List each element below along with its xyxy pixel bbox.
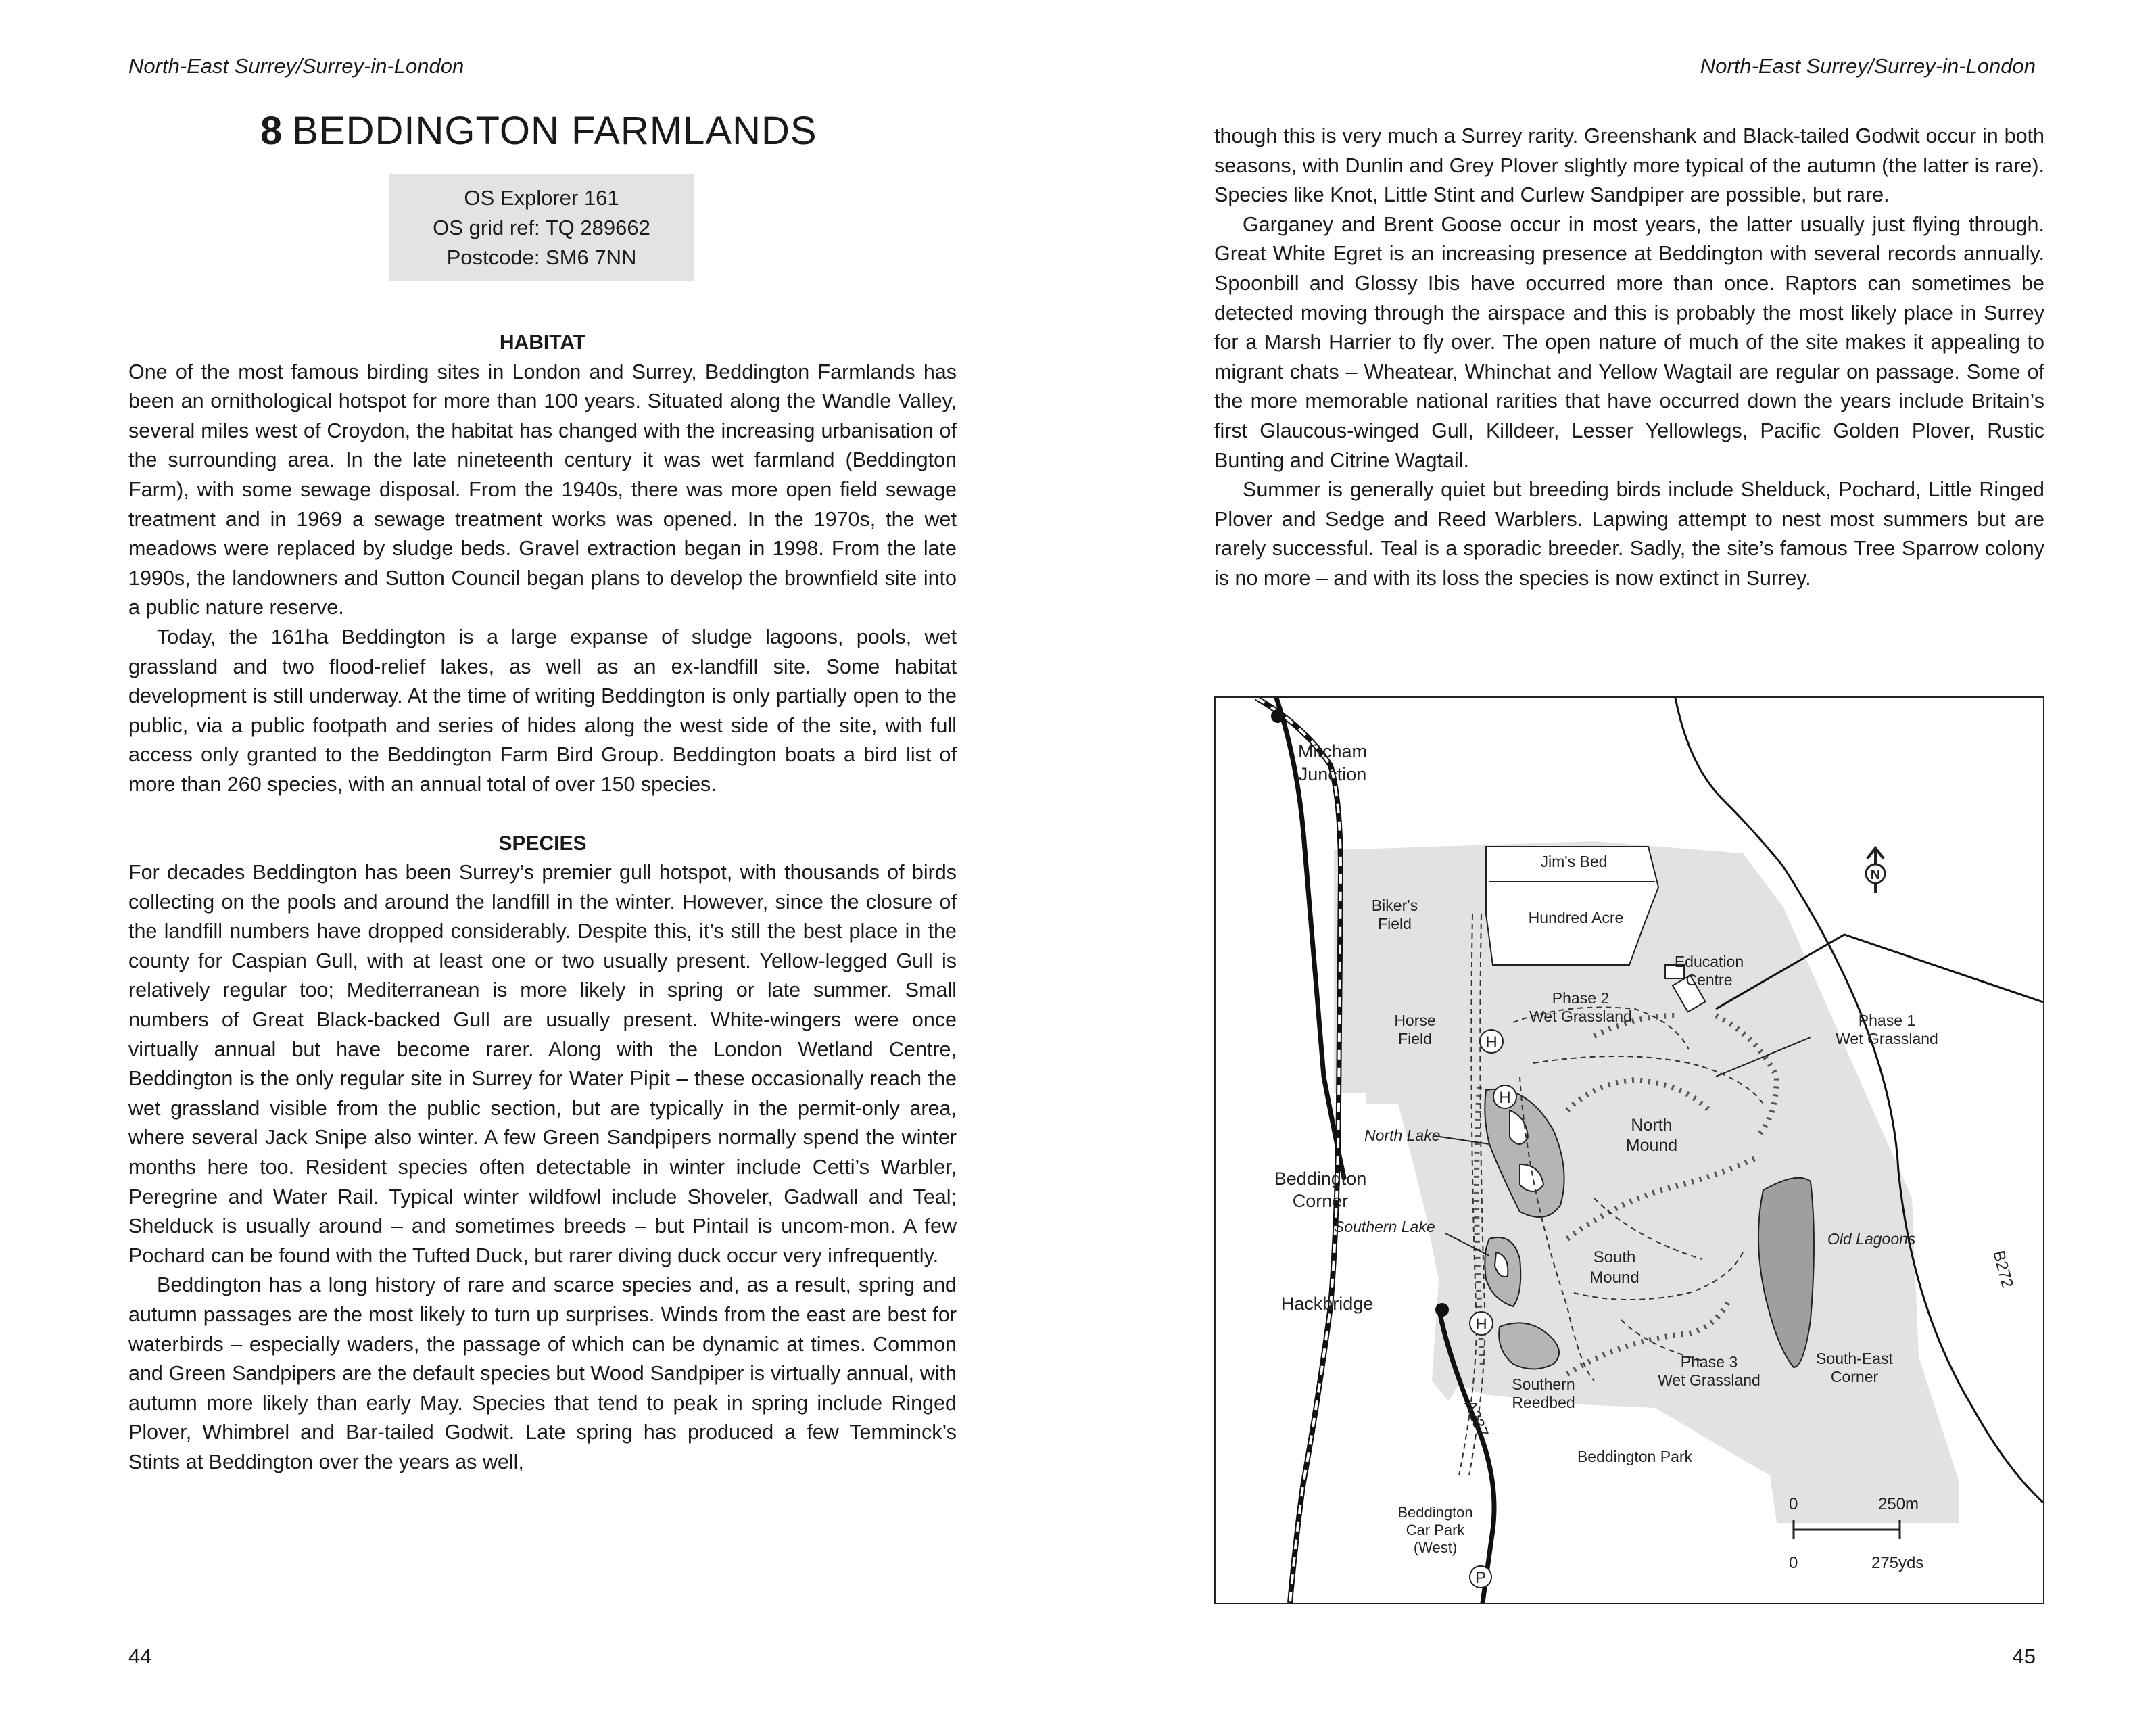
label-old-lagoons: Old Lagoons [1827, 1230, 1916, 1248]
label-field: Field [1398, 1030, 1432, 1047]
label-car-park: Beddington [1397, 1504, 1473, 1521]
left-text-column [128, 328, 957, 1478]
svg-text:N: N [1870, 868, 1881, 882]
label-corner: Corner [1830, 1368, 1879, 1386]
label-beddington-park: Beddington Park [1577, 1448, 1693, 1465]
north-arrow-icon [1866, 848, 1885, 893]
species-paragraph: though this is very much a Surrey rarity. Greenshank and Black-tailed Godwit occur in both seasons, with Dunlin and Grey Plover slightly more typical of the autumn (the latter is rare). Species like Knot, Little Stint and Curlew Sandpiper are possible, but rare. [1214, 124, 2044, 207]
running-head: North-East Surrey/Surrey-in-London [128, 54, 464, 78]
farmland-area [1334, 841, 1959, 1523]
label-mound: Mound [1589, 1269, 1639, 1287]
running-head: North-East Surrey/Surrey-in-London [1700, 54, 2036, 78]
map-reference-box [389, 174, 694, 281]
label-hackbridge: Hackbridge [1280, 1294, 1374, 1314]
label-phase-3: Phase 3 [1680, 1353, 1738, 1371]
label-wet-grassland: Wet Grassland [1836, 1030, 1938, 1047]
species-heading: SPECIES [498, 832, 587, 855]
hackbridge-station [1435, 1303, 1449, 1317]
label-wet-grassland: Wet Grassland [1658, 1371, 1760, 1389]
label-bikers: Biker's [1371, 897, 1418, 914]
label-mound: Mound [1625, 1136, 1678, 1155]
label-north-lake: North Lake [1364, 1127, 1441, 1144]
postcode: Postcode: SM6 7NN [446, 245, 637, 269]
hide-icon [1493, 1085, 1516, 1108]
svg-text:0: 0 [1789, 1495, 1798, 1513]
species-paragraph: Beddington has a long history of rare and scarce species and, as a result, spring and autumn passages are the most likely to turn up surprises. Winds from the east are best for waterbirds – especially waders, the passage of which can be dynamic at times. Common and Green Sandpipers are the default species but Wood Sandpiper is virtually annual, with autumn more likely than early May. Species that tend to peak in spring include Ringed Plover, Whimbrel and Bar-tailed Godwit. Late spring has produced a few Temminck’s Stints at Beddington over the years as well, [128, 1273, 957, 1473]
svg-text:H: H [1499, 1089, 1511, 1107]
site-number: 8 [260, 109, 283, 153]
os-explorer: OS Explorer 161 [464, 186, 619, 210]
svg-text:275yds: 275yds [1871, 1554, 1924, 1572]
species-paragraph: For decades Beddington has been Surrey’s premier gull hotspot, with thousands of birds collecting on the pools and around the landfill in the winter. However, since the closure of the landfill numbers have dropped considerably. Despite this, it’s still the best place in the county for Caspian Gull, with at least one or two usually present. Yellow-legged Gull is relatively regular too; Mediterranean is more likely in spring or late summer. Small numbers of Great Black-backed Gull are usually present. White-wingers were once virtually annual but have become rarer. Along with the London Wetland Centre, Beddington is the only regular site in Surrey for Water Pipit – these occasionally reach the wet grassland visible from the public section, but are typically in the permit-only area, where several Jack Snipe also winter. A few Green Sandpipers normally spend the winter months here too. Resident species often detectable in winter include Cetti’s Warbler, Peregrine and Water Rail. Typical winter wildfowl include Shoveler, Gadwall and Teal; Shelduck is usually around – and sometimes breeds – but Pintail is uncom-mon. A few Pochard can be found with the Tufted Duck, but rarer diving duck occur very infrequently. [128, 861, 957, 1267]
label-junction: Junction [1298, 764, 1367, 784]
site-title [260, 107, 817, 156]
species-paragraph: Garganey and Brent Goose occur in most years, the latter usually just flying through. Great White Egret is an increasing presence at Beddington with several records annually. Spoonbill and Glossy Ibis have occurred more than once. Raptors can sometimes be detected moving through the airspace and this is probably the most likely place in Surrey for a Marsh Harrier to fly over. The open nature of much of the site makes it appealing to migrant chats – Wheatear, Whinchat and Yellow Wagtail are regular on passage. Some of the more memorable national rarities that have occurred down the years include Britain’s first Glaucous-winged Gull, Killdeer, Lesser Yellowlegs, Pacific Golden Plover, Rustic Bunting and Citrine Wagtail. [1214, 212, 2044, 472]
habitat-paragraph: One of the most famous birding sites in London and Surrey, Beddington Farmlands has been an ornithological hotspot for more than 100 years. Situated along the Wandle Valley, several miles west of Croydon, the habitat has changed with the increasing urbanisation of the surrounding area. In the late nineteenth century it was wet farmland (Beddington Farm), with some sewage disposal. From the 1940s, there was more open field sewage treatment and in 1969 a sewage treatment works was opened. In the 1970s, the wet meadows were replaced by sludge beds. Gravel extraction began in 1998. From the late 1990s, the landowners and Sutton Council began plans to develop the brownfield site into a public nature reserve. [128, 360, 957, 619]
label-south-east: South-East [1816, 1350, 1893, 1367]
svg-text:P: P [1475, 1569, 1487, 1587]
label-education: Education [1674, 953, 1744, 970]
site-map [1214, 696, 2044, 1604]
label-horse: Horse [1394, 1012, 1436, 1029]
site-title-text: BEDDINGTON FARMLANDS [292, 109, 817, 153]
label-a237: A237 [1460, 1398, 1492, 1440]
label-field: Field [1378, 915, 1412, 932]
mitcham-junction-station [1271, 709, 1285, 723]
label-phase-2: Phase 2 [1552, 989, 1610, 1007]
label-centre: Centre [1685, 971, 1733, 989]
label-corner: Corner [1292, 1191, 1349, 1211]
hide-icon [1480, 1030, 1503, 1053]
hide-icon [1470, 1312, 1493, 1335]
label-southern: Southern [1512, 1375, 1575, 1393]
page-number: 45 [2012, 1645, 2036, 1668]
page-number: 44 [128, 1645, 152, 1668]
label-reedbed: Reedbed [1512, 1394, 1575, 1411]
railway [1256, 698, 1341, 1603]
svg-text:H: H [1475, 1315, 1487, 1333]
right-page [1078, 0, 2156, 1725]
label-car-park: (West) [1413, 1539, 1458, 1556]
right-text-column [1214, 122, 2044, 594]
label-phase-1: Phase 1 [1858, 1012, 1916, 1029]
label-south: South [1593, 1248, 1636, 1267]
label-beddington: Beddington [1274, 1168, 1367, 1189]
grid-ref: OS grid ref: TQ 289662 [433, 216, 650, 239]
label-wet-grassland: Wet Grassland [1529, 1008, 1632, 1025]
habitat-heading: HABITAT [499, 331, 586, 354]
label-mitcham: Mitcham [1297, 741, 1368, 761]
parking-icon [1470, 1566, 1491, 1588]
svg-text:0: 0 [1789, 1554, 1798, 1572]
label-jims-bed: Jim's Bed [1540, 853, 1608, 870]
label-hundred-acre: Hundred Acre [1528, 909, 1624, 926]
species-paragraph: Summer is generally quiet but breeding birds include Shelduck, Pochard, Little Ringed Plover and Sedge and Reed Warblers. Lapwing attempt to nest most summers but are rarely successful. Teal is a sporadic breeder. Sadly, the site’s famous Tree Sparrow colony is no more – and with its loss the species is now extinct in Surrey. [1214, 478, 2044, 590]
svg-text:250m: 250m [1878, 1495, 1919, 1513]
label-southern-lake: Southern Lake [1334, 1218, 1435, 1235]
label-north: North [1631, 1116, 1673, 1135]
label-car-park: Car Park [1406, 1521, 1465, 1538]
label-b272: B272 [1989, 1248, 2017, 1290]
svg-text:H: H [1485, 1033, 1498, 1051]
habitat-paragraph: Today, the 161ha Beddington is a large expanse of sludge lagoons, pools, wet grassland and two flood-relief lakes, as well as an ex-landfill site. Some habitat development is still underway. At the time of writing Beddington is only partially open to the public, via a public footpath and series of hides along the west side of the site, with full access only granted to the Beddington Farm Bird Group. Beddington boats a bird list of more than 260 species, with an annual total of over 150 species. [128, 625, 957, 796]
